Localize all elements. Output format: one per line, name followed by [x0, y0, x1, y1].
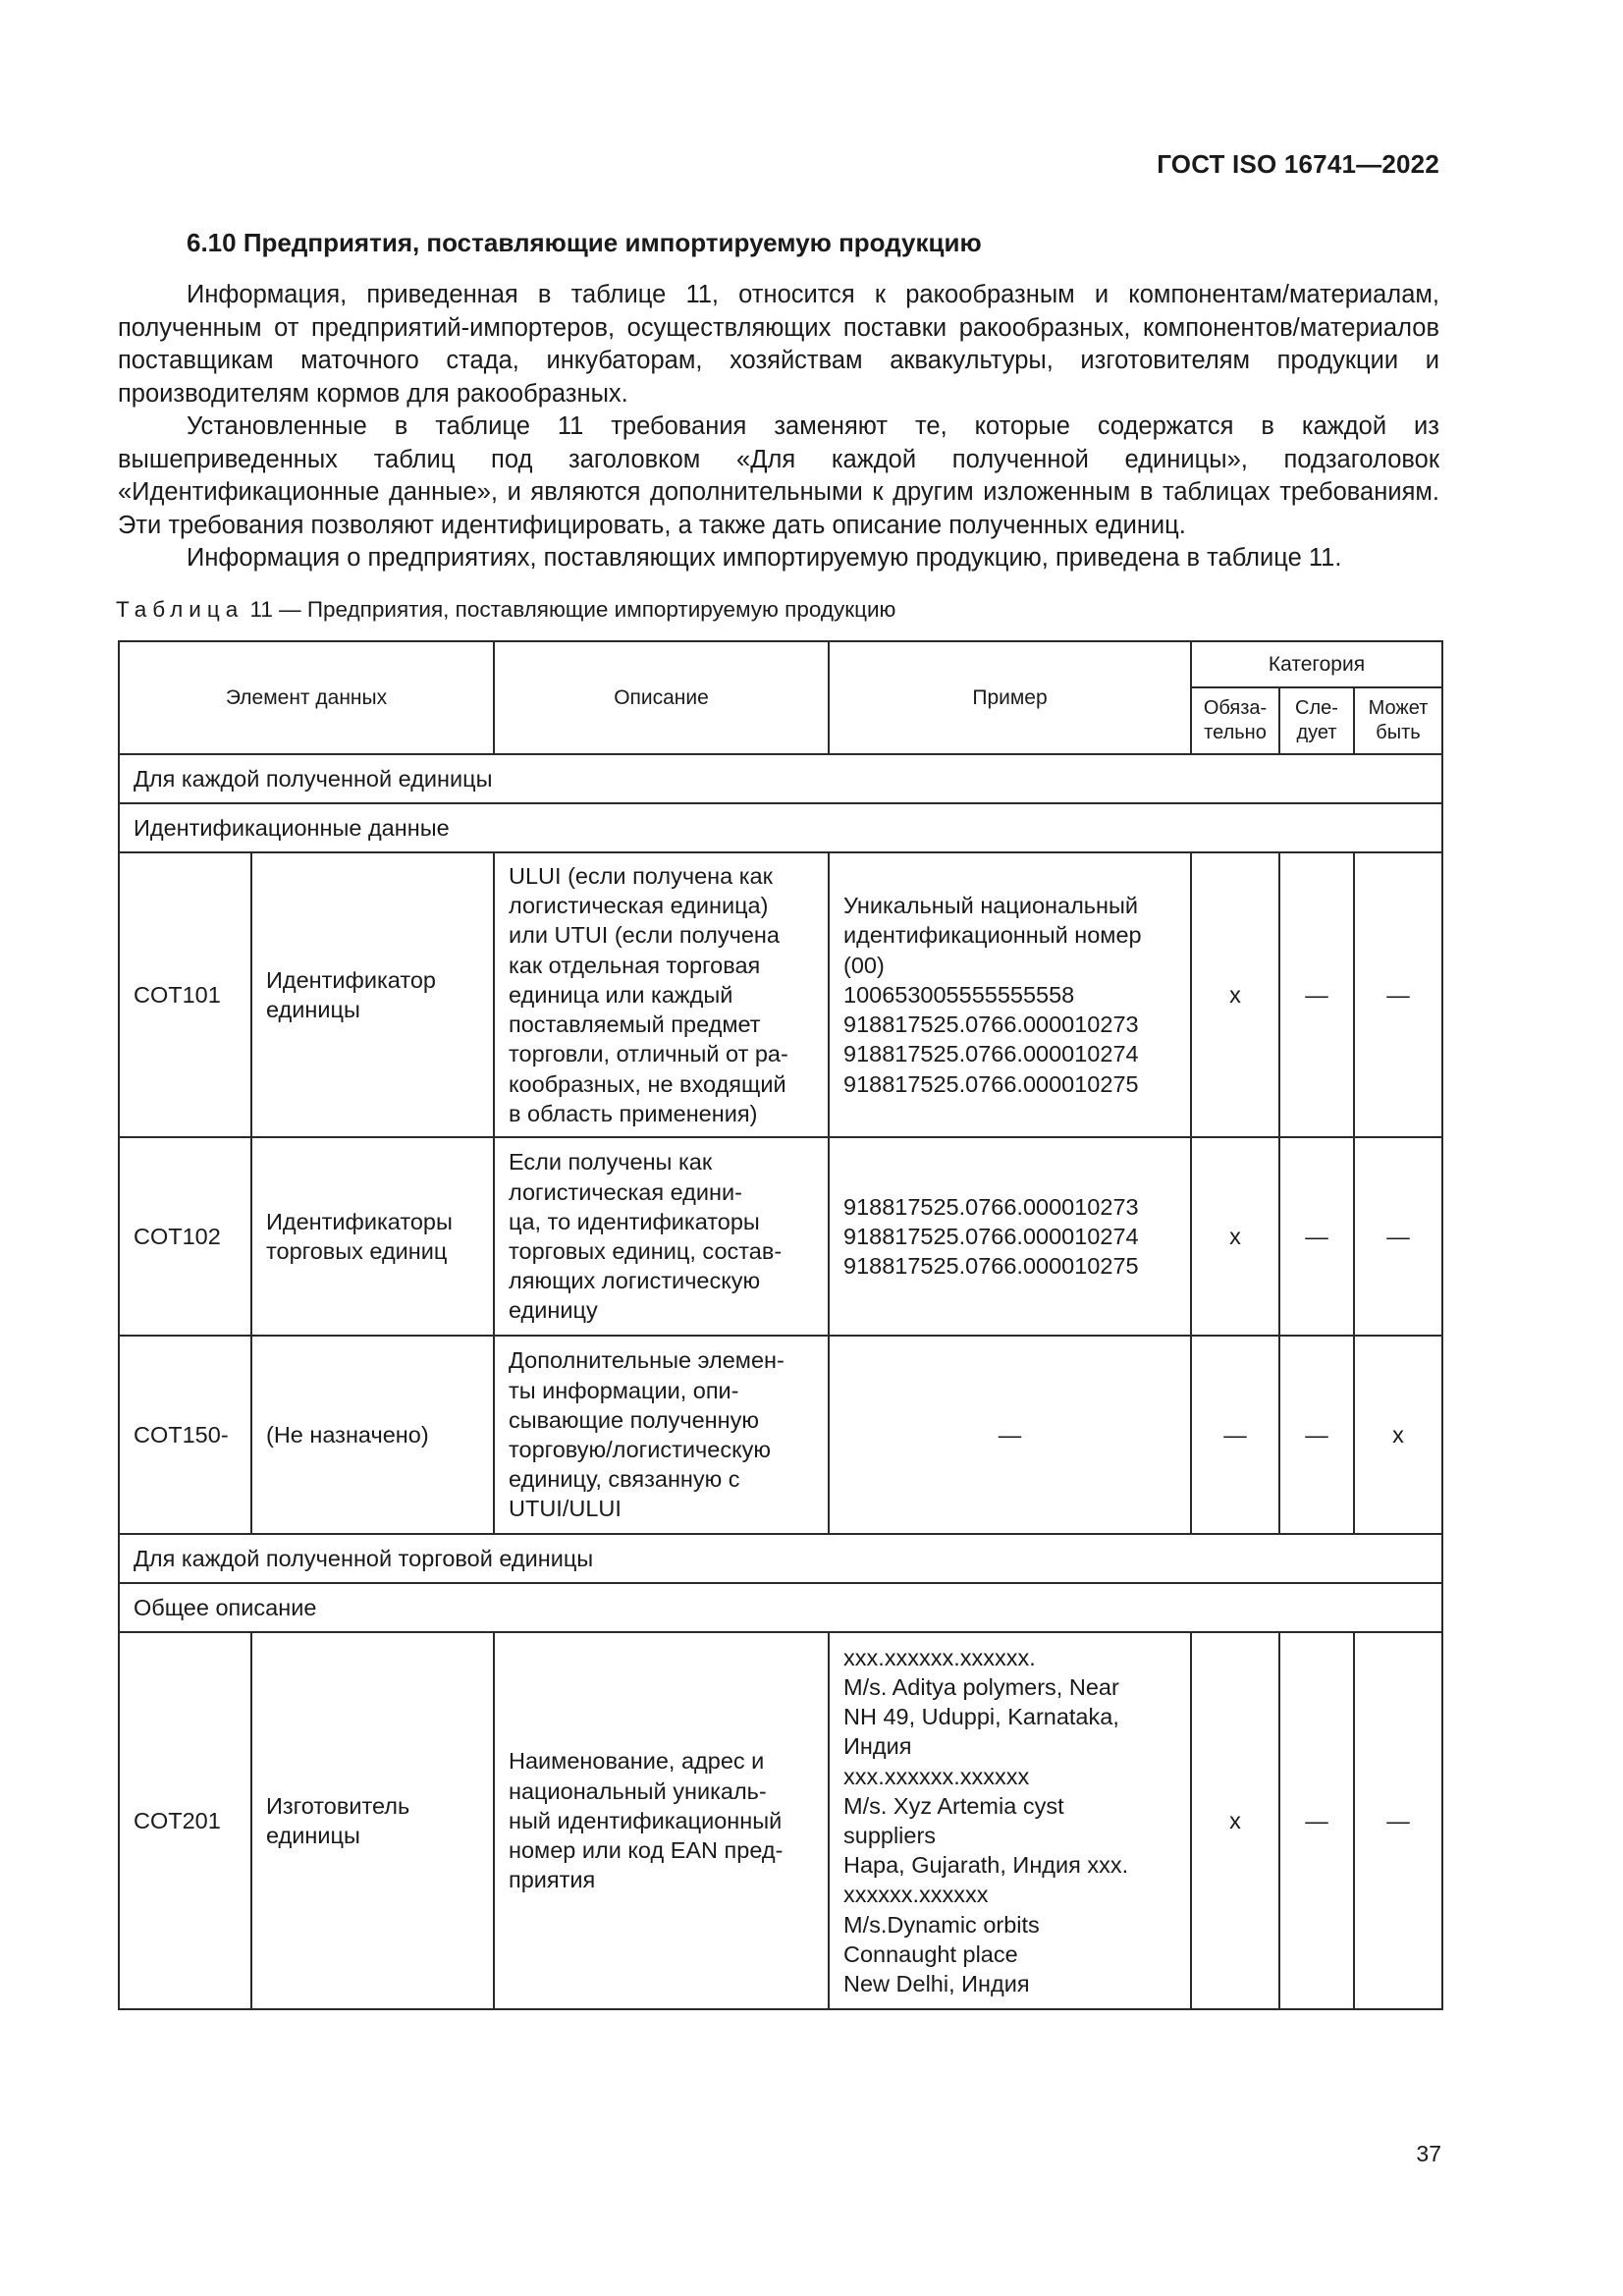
row-should: —: [1279, 1137, 1354, 1336]
group-row: [119, 803, 1442, 852]
row-should: —: [1279, 1336, 1354, 1534]
row-mandatory: x: [1191, 1632, 1279, 2009]
table-caption-text: 11 — Предприятия, поставляющие импортируемую продукцию: [243, 597, 896, 622]
group-row: [119, 754, 1442, 803]
header-may: Может быть: [1354, 687, 1442, 754]
section-title: 6.10 Предприятия, поставляющие импортируемую продукцию: [187, 228, 982, 257]
header-description: Описание: [494, 641, 829, 754]
row-name: (Не назначено): [251, 1336, 494, 1534]
data-table: [118, 640, 1443, 2010]
row-may: —: [1354, 852, 1442, 1137]
row-name: Идентификатор единицы: [251, 852, 494, 1137]
row-example: 918817525.0766.000010273 918817525.0766.000010274 918817525.0766.000010275: [829, 1137, 1191, 1336]
row-mandatory: x: [1191, 852, 1279, 1137]
table-row: [119, 1336, 1442, 1534]
row-name: Идентификаторы торговых единиц: [251, 1137, 494, 1336]
paragraph: Установленные в таблице 11 требования заменяют те, которые содержатся в каждой из вышеприведенных таблиц под заголовком «Для каждой полученной единицы», подзаголовок «Идентификационные данные», и являются дополнительными к другим изложенным в таблицах требованиям. Эти требования позволяют идентифицировать, а также дать описание полученных единиц.: [118, 412, 1439, 539]
header-should: Сле- дует: [1279, 687, 1354, 754]
row-mandatory: x: [1191, 1137, 1279, 1336]
header-row: [119, 641, 1442, 687]
row-mandatory: —: [1191, 1336, 1279, 1534]
row-example: Уникальный национальный идентификационный номер (00) 100653005555555558 918817525.0766.000010273 918817525.0766.000010274 918817525.0766.000010275: [829, 852, 1191, 1137]
row-name: Изготовитель единицы: [251, 1632, 494, 2009]
row-description: Если получены как логистическая едини- ца, то идентификаторы торговых единиц, состав- ляющих логистическую единицу: [494, 1137, 829, 1336]
group-received-unit: Для каждой полученной единицы: [119, 754, 1442, 803]
header-element: Элемент данных: [119, 641, 494, 754]
row-example: xxx.xxxxxx.xxxxxx. M/s. Aditya polymers, Near NH 49, Uduppi, Karnataka, Индия xxx.xxxxxx.xxxxxx M/s. Xyz Artemia cyst suppliers Hapa, Gujarath, Индия xxx. xxxxxx.xxxxxx M/s.Dynamic orbits Connaught place New Delhi, Индия: [829, 1632, 1191, 2009]
row-description: ULUI (если получена как логистическая единица) или UTUI (если получена как отдельная торговая единица или каждый поставляемый предмет торговли, отличный от ра- кообразных, не входящий в область применения): [494, 852, 829, 1137]
row-code: COT201: [119, 1632, 251, 2009]
row-may: —: [1354, 1137, 1442, 1336]
standard-header: ГОСТ ISO 16741—2022: [1157, 149, 1439, 179]
group-received-trade-unit: Для каждой полученной торговой единицы: [119, 1534, 1442, 1583]
row-code: COT102: [119, 1137, 251, 1336]
paragraph: Информация, приведенная в таблице 11, относится к ракообразным и компонентам/материалам, полученным от предприятий-импортеров, осуществляющих поставки ракообразных, компонентов/материалов поставщикам маточного стада, инкубаторам, хозяйствам аквакультуры, изготовителям продукции и производителям кормов для ракообразных.: [118, 281, 1439, 408]
group-row: [119, 1583, 1442, 1632]
row-may: x: [1354, 1336, 1442, 1534]
table-row: [119, 1137, 1442, 1336]
row-description: Дополнительные элемен- ты информации, опи- сывающие полученную торговую/логистическую единицу, связанную с UTUI/ULUI: [494, 1336, 829, 1534]
header-example: Пример: [829, 641, 1191, 754]
row-should: —: [1279, 1632, 1354, 2009]
paragraph: Информация о предприятиях, поставляющих импортируемую продукцию, приведена в таблице 11.: [187, 544, 1342, 572]
row-may: —: [1354, 1632, 1442, 2009]
row-example: —: [829, 1336, 1191, 1534]
table-row: [119, 852, 1442, 1137]
table-caption-prefix: Таблица: [116, 597, 244, 622]
row-code: COT101: [119, 852, 251, 1137]
group-row: [119, 1534, 1442, 1583]
row-code: COT150-: [119, 1336, 251, 1534]
row-description: Наименование, адрес и национальный уникаль- ный идентификационный номер или код EAN пред- приятия: [494, 1632, 829, 2009]
header-mandatory: Обяза- тельно: [1191, 687, 1279, 754]
group-general: Общее описание: [119, 1583, 1442, 1632]
table-row: [119, 1632, 1442, 2009]
table-caption: [116, 597, 895, 623]
page-number: 37: [1416, 2141, 1441, 2166]
body-text: [118, 279, 1439, 575]
header-category: Категория: [1191, 641, 1442, 687]
group-identification: Идентификационные данные: [119, 803, 1442, 852]
row-should: —: [1279, 852, 1354, 1137]
